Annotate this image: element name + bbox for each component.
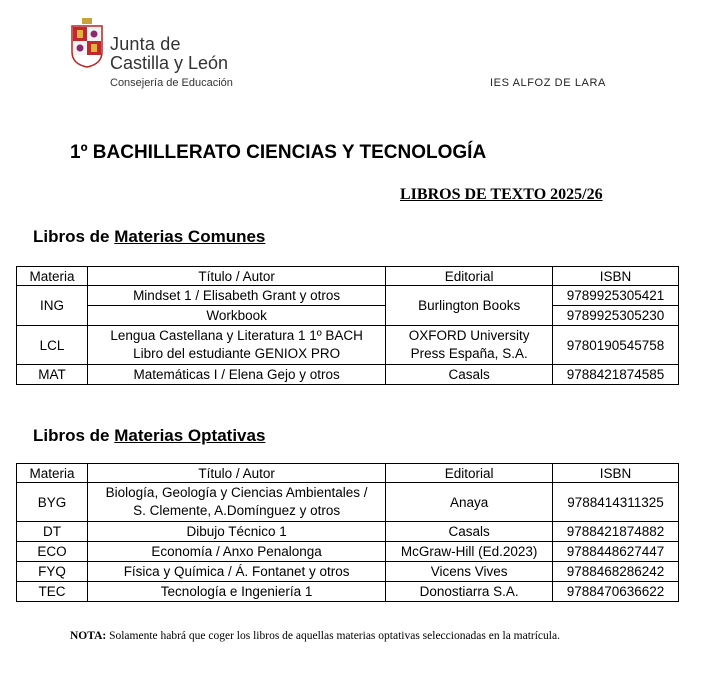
header-materia: Materia [17, 267, 88, 286]
table-materias-optativas [16, 463, 679, 602]
cell-titulo: Tecnología e Ingeniería 1 [87, 582, 385, 602]
cell-isbn: 9788468286242 [553, 562, 679, 582]
section-underlined: Materias Comunes [114, 227, 266, 246]
header-editorial: Editorial [386, 267, 553, 286]
cell-editorial: Anaya [386, 483, 553, 522]
cell-titulo: Física y Química / Á. Fontanet y otros [87, 562, 385, 582]
table-materias-comunes [16, 266, 679, 385]
cell-isbn: 9789925305421 [553, 286, 679, 306]
cell-titulo [87, 483, 385, 522]
editorial-line1: OXFORD University [408, 328, 530, 343]
brand-line1: Junta de [110, 34, 181, 54]
note-text: Solamente habrá que coger los libros de aquellas materias optativas seleccionadas en la matrícula. [106, 630, 560, 642]
section-underlined: Materias Optativas [114, 426, 266, 445]
header-editorial: Editorial [386, 464, 553, 483]
page-title: 1º BACHILLERATO CIENCIAS Y TECNOLOGÍA [70, 142, 487, 163]
titulo-line2: Libro del estudiante GENIOX PRO [133, 346, 341, 361]
cell-materia: TEC [17, 582, 88, 602]
section-heading-comunes [33, 227, 265, 247]
school-name: IES ALFOZ DE LARA [490, 77, 606, 89]
table-header-row [17, 267, 679, 286]
cell-editorial: Casals [386, 365, 553, 385]
coat-of-arms-icon [70, 18, 104, 68]
table-row [17, 582, 679, 602]
cell-titulo: Matemáticas I / Elena Gejo y otros [87, 365, 385, 385]
cell-isbn: 9788470636622 [553, 582, 679, 602]
section-prefix: Libros de [33, 227, 115, 246]
note-label: NOTA: [70, 630, 107, 642]
cell-materia: ING [17, 286, 88, 326]
section-heading-optativas [33, 426, 265, 446]
header-titulo: Título / Autor [87, 464, 385, 483]
header-isbn: ISBN [553, 267, 679, 286]
cell-titulo: Dibujo Técnico 1 [87, 522, 385, 542]
cell-isbn: 9789925305230 [553, 306, 679, 326]
cell-materia: BYG [17, 483, 88, 522]
cell-isbn: 9788421874585 [553, 365, 679, 385]
table-row [17, 326, 679, 365]
cell-isbn: 9780190545758 [553, 326, 679, 365]
cell-materia: DT [17, 522, 88, 542]
cell-isbn: 9788421874882 [553, 522, 679, 542]
cell-editorial [386, 326, 553, 365]
cell-titulo: Mindset 1 / Elisabeth Grant y otros [87, 286, 385, 306]
header-materia: Materia [17, 464, 88, 483]
cell-editorial: McGraw-Hill (Ed.2023) [386, 542, 553, 562]
cell-materia: FYQ [17, 562, 88, 582]
header-titulo: Título / Autor [87, 267, 385, 286]
table-row [17, 483, 679, 522]
titulo-line1: Biología, Geología y Ciencias Ambientales / [105, 485, 368, 500]
cell-editorial: Casals [386, 522, 553, 542]
header-isbn: ISBN [553, 464, 679, 483]
junta-logo [70, 14, 270, 94]
cell-editorial: Donostiarra S.A. [386, 582, 553, 602]
titulo-line2: S. Clemente, A.Domínguez y otros [133, 503, 341, 518]
cell-titulo [87, 326, 385, 365]
table-row [17, 522, 679, 542]
cell-materia: LCL [17, 326, 88, 365]
titulo-line1: Lengua Castellana y Literatura 1 1º BACH [110, 328, 363, 343]
table-row [17, 562, 679, 582]
cell-materia: MAT [17, 365, 88, 385]
cell-isbn: 9788448627447 [553, 542, 679, 562]
cell-titulo: Economía / Anxo Penalonga [87, 542, 385, 562]
table-row [17, 286, 679, 306]
editorial-line2: Press España, S.A. [410, 346, 528, 361]
table-row [17, 306, 679, 326]
cell-titulo: Workbook [87, 306, 385, 326]
brand-line3: Consejería de Educación [110, 77, 233, 89]
page-subtitle: LIBROS DE TEXTO 2025/26 [400, 186, 603, 203]
table-row [17, 365, 679, 385]
section-prefix: Libros de [33, 426, 115, 445]
cell-isbn: 9788414311325 [553, 483, 679, 522]
cell-editorial: Vicens Vives [386, 562, 553, 582]
footnote [70, 629, 610, 644]
brand-line2: Castilla y León [110, 53, 229, 73]
cell-editorial: Burlington Books [386, 286, 553, 326]
table-header-row [17, 464, 679, 483]
cell-materia: ECO [17, 542, 88, 562]
table-row [17, 542, 679, 562]
